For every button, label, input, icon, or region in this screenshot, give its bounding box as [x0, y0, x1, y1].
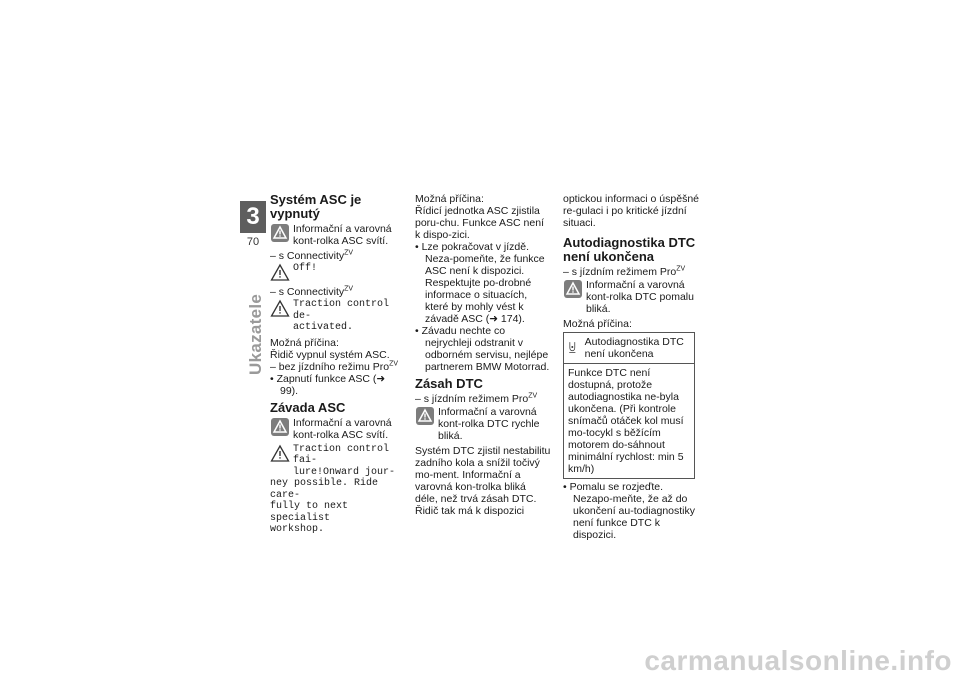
info-row: [563, 279, 699, 315]
asc-warning-light-icon: [270, 223, 290, 243]
warning-row: [270, 444, 406, 479]
table-body: Funkce DTC není dostupná, protože autodiagnostika ne-byla ukončena. (Při kontrole snímačů otáček kol musí mo-tocykl s běžícím motorem do-sáhnout minimální rychlost: min 5 km/h): [568, 367, 684, 475]
diagnostic-table: [563, 332, 695, 479]
cause-label: Možná příčina:: [563, 318, 632, 330]
asc-warning-light-icon: [270, 417, 290, 437]
warning-row: [270, 299, 406, 334]
watermark: carmanualsonline.info: [644, 645, 952, 676]
dtc-warning-light-icon: [415, 406, 435, 426]
info-text: Informační a varovná kont-rolka ASC svítí.: [293, 416, 392, 441]
sensor-icon: [568, 336, 577, 358]
mode-line: – bez jízdního režimu Pro$^{ZV}$: [270, 360, 399, 373]
display-message-continued: ney possible. Ride care- fully to next specialist workshop.: [270, 478, 379, 535]
table-header-text: Autodiagnostika DTC není ukončena: [584, 336, 684, 360]
display-message: Traction control de- activated.: [293, 299, 390, 333]
bullet-item: • Lze pokračovat v jízdě. Neza-pomeňte, že funkce ASC není k dispozici. Respektujte po-drobné informace o situacích, které by mohly vést k závadě ASC (➜ 174).: [415, 241, 545, 325]
cause-text: Řidič vypnul systém ASC.: [270, 348, 390, 361]
column-2: [415, 193, 551, 517]
page-number: 70: [246, 236, 260, 248]
cause-label: Možná příčina:: [270, 336, 339, 349]
cause-text: Řídicí jednotka ASC zjistila poru-chu. Funkce ASC není k dispo-zici.: [415, 205, 544, 241]
mode-line: – s jízdním režimem Pro$^{ZV}$: [415, 392, 538, 405]
bullet-item: • Závadu nechte co nejrychleji odstranit v odborném servisu, nejlépe partnerem BMW Motorrad.: [415, 325, 550, 373]
table-header: [564, 333, 694, 364]
column-3: [563, 193, 699, 541]
warning-triangle-icon: [270, 299, 290, 319]
info-text: Informační a varovná kont-rolka DTC rychle bliká.: [438, 406, 540, 442]
connectivity-line: – s Connectivity$^{ZV}$: [270, 285, 354, 298]
info-row: [270, 223, 406, 247]
warning-triangle-icon: [270, 444, 290, 464]
heading-asc-fault: Závada ASC: [270, 399, 346, 415]
info-text: Informační a varovná kont-rolka ASC svítí.: [293, 223, 392, 247]
mode-line: – s jízdním režimem Pro$^{ZV}$: [563, 265, 686, 278]
dtc-warning-light-icon: [563, 279, 583, 299]
heading-asc-off: Systém ASC je vypnutý: [270, 192, 362, 221]
connectivity-line: – s Connectivity$^{ZV}$: [270, 249, 354, 262]
cause-label: Možná příčina:: [415, 193, 484, 205]
info-row: [415, 406, 551, 442]
chapter-number: 3: [240, 201, 266, 233]
column-1: [270, 193, 406, 540]
warning-row: [270, 263, 406, 283]
display-message: Off!: [293, 263, 318, 274]
heading-dtc-selfdiag: Autodiagnostika DTC není ukončena: [563, 235, 696, 264]
info-row: [270, 417, 406, 441]
warning-triangle-icon: [270, 263, 290, 283]
body-text: Systém DTC zjistil nestabilitu zadního kola a snížil točivý mo-ment. Informační a varovná kon-trolka bliká déle, než trvá zásah DTC. Řidič tak má k dispozici: [415, 445, 551, 517]
display-message: Traction control fai- lure!Onward jour-: [293, 443, 396, 478]
heading-dtc-intervention: Zásah DTC: [415, 376, 483, 391]
bullet-item: • Pomalu se rozjeďte. Nezapo-meňte, že až do ukončení au-todiagnostiky není funkce DTC k dispozici.: [563, 481, 695, 541]
chapter-side-label: Ukazatele: [246, 293, 265, 375]
info-text: Informační a varovná kont-rolka DTC pomalu bliká.: [586, 279, 694, 315]
body-text: optickou informaci o úspěšné re-gulaci i po kritické jízdní situaci.: [563, 193, 699, 229]
bullet-item: • Zapnutí funkce ASC (➜ 99).: [270, 372, 386, 397]
